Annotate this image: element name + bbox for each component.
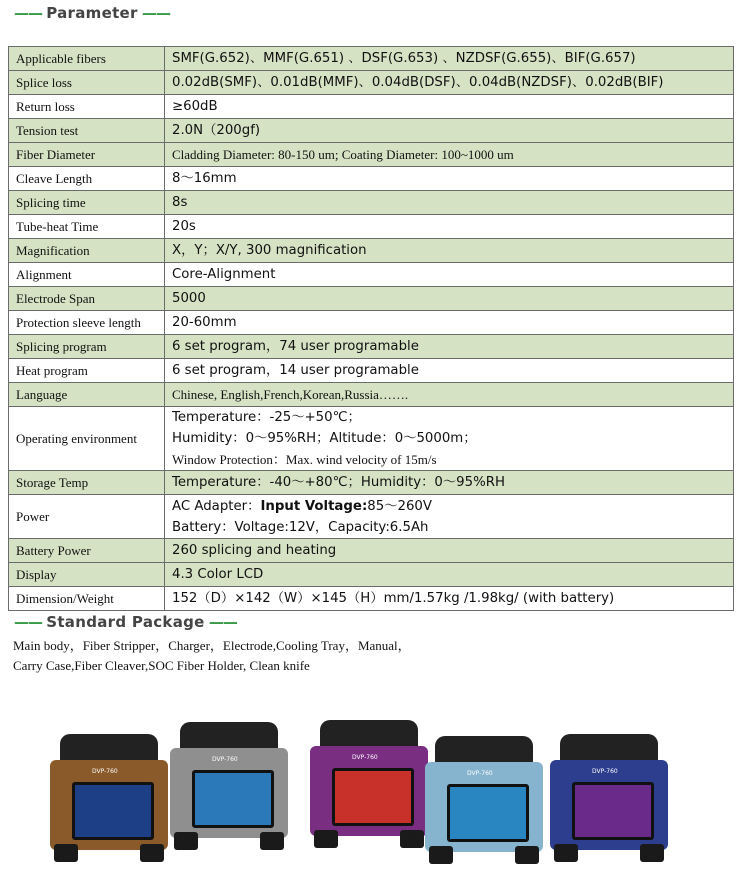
spec-value: 8～16mm	[165, 167, 734, 191]
splicer-foot	[640, 844, 664, 862]
standard-package-heading	[14, 613, 237, 631]
spec-value: 6 set program，14 user programable	[165, 359, 734, 383]
spec-key: Applicable fibers	[9, 47, 165, 71]
spec-row	[9, 539, 734, 563]
spec-value: 20-60mm	[165, 311, 734, 335]
spec-key: Electrode Span	[9, 287, 165, 311]
spec-key: Magnification	[9, 239, 165, 263]
splicer-foot	[260, 832, 284, 850]
spec-row	[9, 263, 734, 287]
spec-value	[165, 495, 734, 539]
spec-value: Cladding Diameter: 80-150 um; Coating Diameter: 100~1000 um	[165, 143, 734, 167]
spec-row	[9, 47, 734, 71]
spec-key: Splice loss	[9, 71, 165, 95]
heading-dash: ——	[204, 613, 237, 631]
spec-value: ≥60dB	[165, 95, 734, 119]
spec-table-body	[9, 47, 734, 611]
spec-table	[8, 46, 734, 611]
splicer-model-label: DVP-760	[592, 768, 618, 775]
package-line: Carry Case,Fiber Cleaver,SOC Fiber Holder, Clean knife	[13, 658, 310, 673]
splicer-foot	[400, 830, 424, 848]
spec-value: X，Y；X/Y, 300 magnification	[165, 239, 734, 263]
splicer-model-label: DVP-760	[467, 770, 493, 777]
splicer-foot	[54, 844, 78, 862]
spec-row	[9, 407, 734, 471]
operating-line: Humidity：0～95%RH；Altitude：0～5000m；	[172, 431, 477, 446]
spec-row	[9, 215, 734, 239]
spec-key: Language	[9, 383, 165, 407]
package-line: Main body，Fiber Stripper，Charger，Electrode,Cooling Tray，Manual，	[13, 638, 411, 653]
spec-key: Power	[9, 495, 165, 539]
splicer-foot	[174, 832, 198, 850]
spec-row	[9, 167, 734, 191]
parameter-heading-text: Parameter	[46, 4, 138, 22]
spec-value: 152（D）×142（W）×145（H）mm/1.57kg /1.98kg/ (with battery)	[165, 587, 734, 611]
splicer-screen	[332, 768, 414, 826]
fusion-splicer-image	[550, 734, 668, 864]
spec-key: Fiber Diameter	[9, 143, 165, 167]
splicer-model-label: DVP-760	[92, 768, 118, 775]
spec-row	[9, 119, 734, 143]
spec-value: 2.0N（200gf)	[165, 119, 734, 143]
splicer-model-label: DVP-760	[212, 756, 238, 763]
spec-row	[9, 191, 734, 215]
spec-key: Protection sleeve length	[9, 311, 165, 335]
splicer-foot	[429, 846, 453, 864]
spec-value: Core-Alignment	[165, 263, 734, 287]
splicer-foot	[314, 830, 338, 848]
product-images	[40, 712, 680, 862]
spec-key: Display	[9, 563, 165, 587]
spec-value	[165, 407, 734, 471]
spec-key: Battery Power	[9, 539, 165, 563]
power-adapter-value: 85～260V	[367, 498, 432, 514]
standard-package-heading-text: Standard Package	[46, 613, 205, 631]
spec-value: Temperature：-40～+80℃；Humidity：0～95%RH	[165, 471, 734, 495]
parameter-heading	[14, 4, 170, 22]
heading-dash: ——	[14, 613, 47, 631]
splicer-foot	[140, 844, 164, 862]
spec-key: Alignment	[9, 263, 165, 287]
splicer-foot	[515, 846, 539, 864]
spec-value: 260 splicing and heating	[165, 539, 734, 563]
power-input-voltage-label: Input Voltage:	[260, 498, 368, 514]
spec-row	[9, 471, 734, 495]
power-adapter-prefix: AC Adapter：	[172, 498, 261, 514]
spec-value: 8s	[165, 191, 734, 215]
spec-value: Chinese, English,French,Korean,Russia…….	[165, 383, 734, 407]
operating-line: Window Protection：Max. wind velocity of 15m/s	[172, 452, 437, 467]
spec-value: 5000	[165, 287, 734, 311]
spec-key: Splicing program	[9, 335, 165, 359]
spec-value: 6 set program，74 user programable	[165, 335, 734, 359]
splicer-screen	[572, 782, 654, 840]
spec-row	[9, 143, 734, 167]
spec-row	[9, 495, 734, 539]
fusion-splicer-image	[170, 722, 288, 852]
spec-key: Operating environment	[9, 407, 165, 471]
spec-value: 4.3 Color LCD	[165, 563, 734, 587]
spec-key: Dimension/Weight	[9, 587, 165, 611]
fusion-splicer-image	[310, 720, 428, 850]
power-adapter-line	[172, 496, 733, 517]
spec-key: Heat program	[9, 359, 165, 383]
spec-key: Tension test	[9, 119, 165, 143]
heading-dash: ——	[14, 4, 47, 22]
spec-row	[9, 335, 734, 359]
spec-key: Cleave Length	[9, 167, 165, 191]
spec-row	[9, 239, 734, 263]
spec-row	[9, 359, 734, 383]
splicer-screen	[192, 770, 274, 828]
spec-value: SMF(G.652)、MMF(G.651) 、DSF(G.653) 、NZDSF(G.655)、BIF(G.657)	[165, 47, 734, 71]
spec-value: 0.02dB(SMF)、0.01dB(MMF)、0.04dB(DSF)、0.04dB(NZDSF)、0.02dB(BIF)	[165, 71, 734, 95]
package-contents	[13, 636, 411, 676]
splicer-screen	[447, 784, 529, 842]
spec-row	[9, 383, 734, 407]
spec-key: Tube-heat Time	[9, 215, 165, 239]
splicer-screen	[72, 782, 154, 840]
spec-row	[9, 311, 734, 335]
fusion-splicer-image	[50, 734, 168, 864]
spec-key: Return loss	[9, 95, 165, 119]
fusion-splicer-image	[425, 736, 543, 866]
spec-row	[9, 563, 734, 587]
spec-row	[9, 287, 734, 311]
spec-key: Storage Temp	[9, 471, 165, 495]
splicer-foot	[554, 844, 578, 862]
operating-line: Temperature：-25～+50℃；	[172, 410, 361, 425]
heading-dash: ——	[137, 4, 170, 22]
spec-row	[9, 71, 734, 95]
spec-key: Splicing time	[9, 191, 165, 215]
splicer-model-label: DVP-760	[352, 754, 378, 761]
spec-value: 20s	[165, 215, 734, 239]
spec-row	[9, 587, 734, 611]
spec-row	[9, 95, 734, 119]
power-battery-line: Battery：Voltage:12V，Capacity:6.5Ah	[172, 519, 429, 535]
